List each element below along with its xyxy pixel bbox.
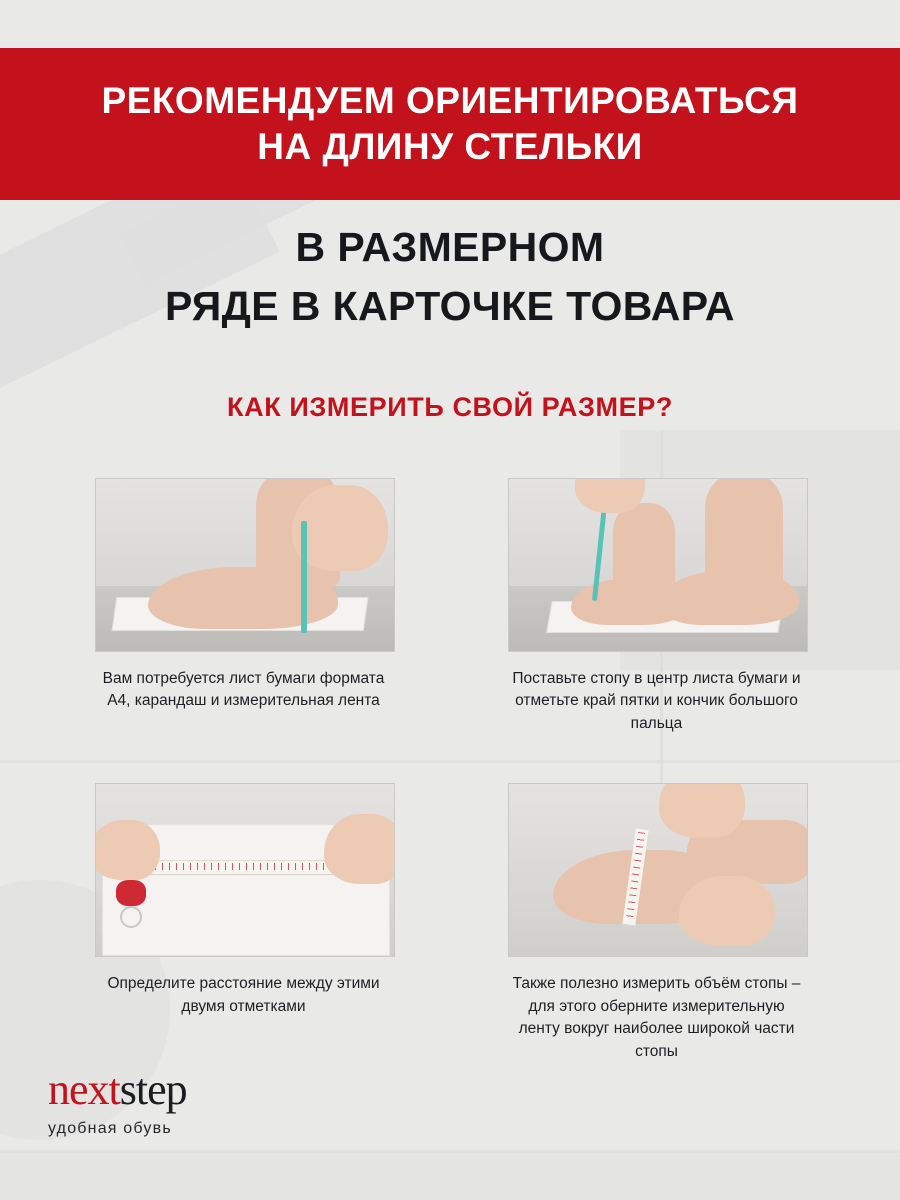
- pencil: [301, 521, 307, 633]
- tape-case: [116, 880, 146, 906]
- tape-scale-marks: [148, 863, 334, 870]
- logo-next: next: [48, 1065, 120, 1114]
- step-4: [508, 783, 806, 1063]
- step-1-caption: Вам потребуется лист бумаги формата А4, карандаш и измерительная лента: [102, 670, 385, 710]
- foot: [148, 567, 338, 629]
- photo-measuring-tape-between-marks: [95, 783, 395, 957]
- logo-tagline: удобная обувь: [48, 1120, 172, 1137]
- photo-marking-heel-and-toe: [508, 478, 808, 652]
- header-banner: [0, 48, 900, 200]
- headline-line-2: РЯДЕ В КАРТОЧКЕ ТОВАРА: [165, 283, 735, 330]
- hand-upper: [659, 783, 745, 838]
- step-4-caption: Также полезно измерить объём стопы – для этого оберните измерительную ленту вокруг наиболее широкой части стопы: [512, 975, 801, 1060]
- subheading: КАК ИЗМЕРИТЬ СВОЙ РАЗМЕР?: [227, 392, 673, 422]
- steps-grid: [0, 478, 900, 1063]
- logo-wordmark: [48, 1065, 187, 1114]
- photo-foot-on-paper-with-pencil: [95, 478, 395, 652]
- steps-row-bottom: [0, 783, 900, 1063]
- hand-right: [324, 814, 395, 884]
- foot-left: [571, 579, 689, 625]
- brand-logo: [48, 1065, 187, 1138]
- photo-measuring-foot-girth: [508, 783, 808, 957]
- hand-lower: [679, 876, 775, 946]
- headline-line-1: В РАЗМЕРНОМ: [295, 224, 605, 270]
- step-3: [95, 783, 393, 1063]
- hand-left: [95, 820, 160, 880]
- step-2-caption: Поставьте стопу в центр листа бумаги и отметьте край пятки и кончик большого пальца: [512, 670, 801, 732]
- tape-ring: [120, 906, 142, 928]
- banner-line-1: РЕКОМЕНДУЕМ ОРИЕНТИРОВАТЬСЯ: [101, 79, 799, 121]
- step-1: [95, 478, 393, 735]
- banner-line-2: НА ДЛИНУ СТЕЛЬКИ: [257, 126, 643, 167]
- steps-row-gap: [0, 735, 900, 783]
- step-3-caption: Определите расстояние между этими двумя отметками: [107, 975, 380, 1015]
- step-2: [508, 478, 806, 735]
- logo-step: step: [119, 1065, 187, 1114]
- steps-row-top: [0, 478, 900, 735]
- page-title: [0, 218, 900, 337]
- background-shape-5: [0, 1152, 900, 1200]
